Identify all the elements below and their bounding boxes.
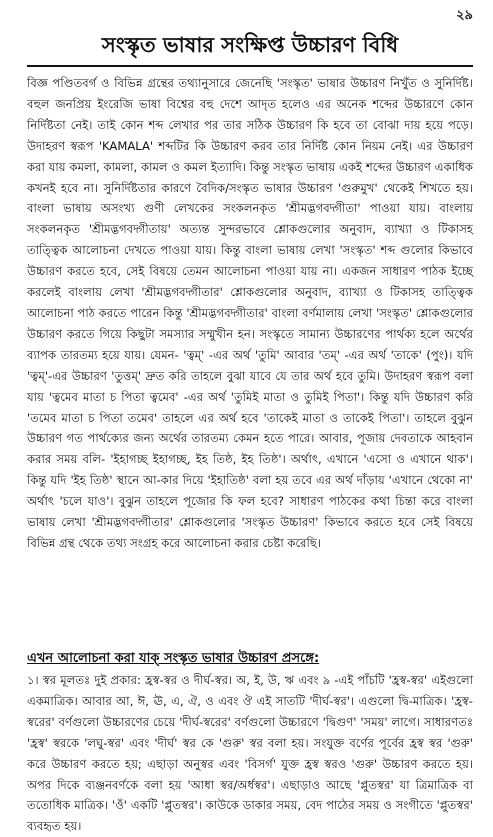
page-number: ২৯ — [456, 8, 473, 23]
section-heading: এখন আলোচনা করা যাক্ সংস্কৃত ভাষার উচ্চারণ প্রসঙ্গে: — [27, 651, 320, 666]
page-title: সংস্কৃত ভাষার সংক্ষিপ্ত উচ্চারণ বিধি — [101, 33, 399, 57]
section-paragraph: ১। স্বর মূলতঃ দুই প্রকার: হ্রস্ব-স্বর ও দীর্ঘ-স্বর। অ, ই, উ, ঋ এবং ৯ -এই পাঁচটি 'হ্রস্ব-স্বর' এইগুলো একমাত্রিক। আবার আ, ঈ, ঊ, এ, ঐ, ও এবং ঔ এই সাতটি 'দীর্ঘ-স্বর'। এগুলো দ্বি-মাত্রিক। 'হ্রস্ব-স্বরের' বর্ণগুলো উচ্চারণের চেয়ে 'দীর্ঘ-স্বরের' বর্ণগুলো উচ্চারণে 'দ্বিগুণ' 'সময়' লাগে। সাধারণতঃ 'হ্রস্ব' স্বরকে 'লঘু-স্বর' এবং 'দীর্ঘ' স্বর কে 'গুরু' স্বর বলা হয়। সংযুক্ত বর্ণের পূর্বের হ্রস্ব স্বর 'গুরু' করে উচ্চারণ করতে হয়; এছাড়া অনুস্বর এবং 'বিসর্গ' যুক্ত হ্রস্ব স্বরও 'গুরু' উচ্চারণ করতে হয়। অপর দিকে ব্যঞ্জনবর্ণকে বলা হয় 'আধা স্বর/অর্ধস্বর'। এছাড়াও আছে 'প্লুতস্বর' যা ত্রিমাত্রিক বা ততোধিক মাত্রিক। 'ওঁ' একটি 'প্লুতস্বর'। কাউকে ডাকার সময়, বেদ পাঠের সময় ও সংগীতে 'প্লুতস্বর' ব্যবহৃত হয়। — [27, 673, 473, 834]
intro-paragraph: বিজ্ঞ পণ্ডিতবর্গ ও বিভিন্ন গ্রন্থের তথ্যানুসারে জেনেছি 'সংস্কৃত' ভাষার উচ্চারণ নিখুঁত ও সুনির্দিষ্ট। বহুল জনপ্রিয় ইংরেজি ভাষা বিশ্বের বহু দেশে আদৃত হলেও এর অনেক শব্দের উচ্চারণে কোন নির্দিষ্টতা নেই। তাই কোন শব্দ লেখার পর তার সঠিক উচ্চারণ কি হবে তা বোঝা দায় হয়ে পড়ে। উদাহরণ স্বরূপ 'KAMALA' শব্দটির কি উচ্চারণ করব তার নির্দিষ্ট কোন নিয়ম নেই। এর উচ্চারণ করা যায় কমলা, কামলা, কামল ও কমল ইত্যাদি। কিন্তু সংস্কৃত ভাষায় একই শব্দের উচ্চারণ একাধিক কখনই হবে না। সুনির্দিষ্টতার কারণে বৈদিক/সংস্কৃত ভাষার উচ্চারণ 'গুরুমুখ' থেকেই শিখতে হয়। বাংলা ভাষায় অসংখ্য গুণী লেখকের সংকলনকৃত 'শ্রীমদ্ভগবদ্গীতা' পাওয়া যায়। বাংলায় সংকলনকৃত 'শ্রীমদ্ভগবদ্গীতায়' অত্যন্ত সুন্দরভাবে শ্লোকগুলোর অনুবাদ, ব্যাখ্যা ও টিকাসহ তাত্ত্বিক আলোচনা দেখতে পাওয়া যায়। কিন্তু বাংলা ভাষায় লেখা 'সংস্কৃত' শব্দ গুলোর কিভাবে উচ্চারণ করতে হবে, সেই বিষয়ে তেমন আলোচনা পাওয়া যায় না। একজন সাধারণ পাঠক ইচ্ছে করলেই বাংলায় লেখা 'শ্রীমদ্ভগবদ্গীতার' শ্লোকগুলোর অনুবাদ, ব্যাখ্যা ও টিকাসহ তাত্ত্বিক আলোচনা পাঠ করতে পারেন কিন্তু 'শ্রীমদ্ভগবদ্গীতার' বাংলা বর্ণমালায় লেখা 'সংস্কৃত' শ্লোকগুলোর উচ্চারণ করতে গিয়ে কিছুটা সমস্যার সম্মুখীন হন। সংস্কৃতে সামান্য উচ্চারণের পার্থক্য হলে অর্থের ব্যাপক তারতম্য হয়ে যায়। যেমন- 'ত্বম্' -এর অর্থ 'তুমি' আবার 'তম্' -এর অর্থ 'তাকে' (পুং)। যদি 'ত্বম্'-এর উচ্চারণ 'তুত্তম্' দ্রুত করি তাহলে বুঝা যাবে যে তার অর্থ হবে তুমি। উদাহরণ স্বরূপ বলা যায় 'ত্বমেব মাতা চ পিতা ত্বমেব' -এর অর্থ 'তুমিই মাতা ও তুমিই পিতা'। কিন্তু যদি উচ্চারণ করি 'তমেব মাতা চ পিতা তমেব' তাহলে এর অর্থ হবে 'তাকেই মাতা ও তাকেই পিতা'। তাহলে বুঝুন উচ্চারণ গত পার্থক্যের জন্য অর্থের তারতম্য কেমন হতে পারে। আবার, পূজায় দেবতাকে আহবান করার সময় বলি- 'ইহাগচ্ছ ইহাগচ্ছ, ইহ তিষ্ঠ, ইহ তিষ্ঠ'। অর্থাৎ, এখানে 'এসো ও এখানে থাক'। কিন্তু যদি 'ইহ তিষ্ঠ' স্থানে আ-কার দিয়ে 'ইহাতিষ্ঠ' বলা হয় তবে এর অর্থ দাঁড়ায় 'এখানে থেকো না' অর্থাৎ 'চলে যাও'। বুঝুন তাহলে পূজোর কি ফল হবে? সাধারণ পাঠকের কথা চিন্তা করে বাংলা ভাষায় লেখা 'শ্রীমদ্ভগবদ্গীতার' শ্লোকগুলোর 'সংস্কৃত উচ্চারণ' কিভাবে করতে হবে সেই বিষয়ে বিভিন্ন গ্রন্থ থেকে তথ্য সংগ্রহ করে আলোচনা করার চেষ্টা করেছি। — [27, 76, 473, 550]
title-underline — [27, 65, 473, 67]
